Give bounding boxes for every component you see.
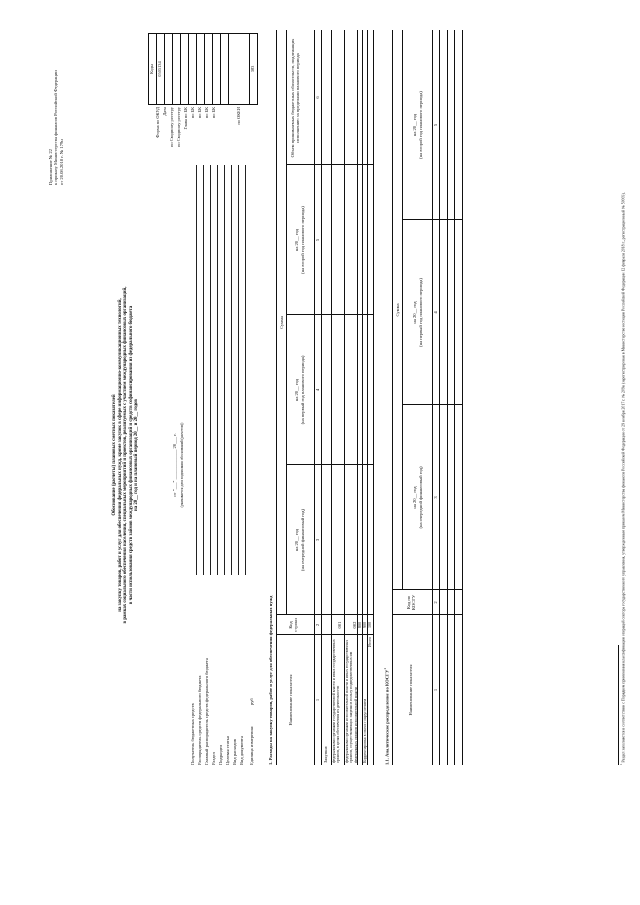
s1-row-3-code: 900 xyxy=(361,622,367,628)
s1-total-code: 100 xyxy=(367,622,372,628)
code-label-1: по Сводному реестру xyxy=(169,107,174,147)
field-label: Вид расходов xyxy=(232,739,237,765)
s1-total-label: Итого xyxy=(367,637,372,648)
s1-head-y2-note: (на первый год планового периода) xyxy=(300,355,305,425)
unit-row xyxy=(249,165,258,765)
s1-head-y4: Объем принимаемых бюджетных обязательств, подлежащих исполнению за пределами планового периода xyxy=(290,38,301,158)
s1-num-6: 6 xyxy=(315,96,320,99)
code-value-0 xyxy=(165,34,173,104)
codes-box xyxy=(148,33,258,105)
form-title xyxy=(112,155,140,755)
section11-table xyxy=(392,30,466,765)
s1-head-y2: на 20__ год xyxy=(294,378,299,402)
s1-head-sum: Сумма xyxy=(279,316,284,330)
s11-head-y2: на 20__ год xyxy=(412,301,417,324)
field-row xyxy=(190,165,197,765)
s11-num-5: 5 xyxy=(433,123,438,127)
code-value-1 xyxy=(173,34,181,104)
s1-head-y3: на 20__ год xyxy=(294,228,299,252)
s1-row-3-name: Корректировка в связи с округлением xyxy=(361,698,367,763)
okei-label: по ОКЕИ xyxy=(236,107,241,125)
unit-value: руб xyxy=(249,698,254,705)
s11-num-1: 1 xyxy=(433,688,438,692)
s11-num-2: 2 xyxy=(433,601,438,604)
field-row xyxy=(225,165,232,765)
footnote-sup: 1 xyxy=(619,763,623,765)
field-row xyxy=(204,165,211,765)
field-row xyxy=(239,165,246,765)
s11-head-y1: на 20__ год xyxy=(412,486,417,509)
title-line-5: на 20__ год и на плановый период 20__ и 20__ годов xyxy=(134,399,140,511)
field-label: Целевая статья xyxy=(225,736,230,765)
field-label: Распорядитель средств федерального бюджета xyxy=(197,675,202,765)
s1-num-2: 2 xyxy=(315,623,320,627)
s11-head-y2-note: (на первый год планового периода) xyxy=(418,278,423,347)
section11-title-sup: 1 xyxy=(383,668,387,670)
field-line xyxy=(232,165,239,575)
field-line xyxy=(204,165,211,575)
code-value-2 xyxy=(181,34,189,104)
code-value-7 xyxy=(221,34,229,104)
appendix-line-2: к приказу Министерства финансов Российской Федерации xyxy=(53,70,59,185)
field-line xyxy=(225,165,232,575)
s1-row-2-name: федеральными органами исполнительной власти и иных государственных органов, осуществляющих закупки в пользу подведомственных им федеральных органов исполнительной власти xyxy=(345,639,358,763)
s1-num-4: 4 xyxy=(315,388,320,392)
s1-num-3: 3 xyxy=(315,538,320,542)
field-label: Раздел xyxy=(211,752,216,765)
s11-head-y3-note: (на второй год планового периода) xyxy=(418,91,423,159)
appendix-line-1: Приложение № 22 xyxy=(48,149,53,185)
field-row xyxy=(232,165,239,765)
codes-labels xyxy=(148,107,218,167)
field-label: Главный распорядитель средств федерального бюджета xyxy=(204,658,209,765)
s1-row-2-code: 002 xyxy=(352,621,357,629)
s1-num-1: 1 xyxy=(315,698,320,702)
field-line xyxy=(211,165,218,575)
code-label-2: по Сводному реестру xyxy=(176,107,181,147)
s11-head-y3: на 20__ год xyxy=(412,113,417,137)
footnote-text: Раздел заполняется в соответствии с Порядком применения классификации операций сектора государственного управления, утвержденным приказом Министерства финансов Российской Федерации от 29 ноября 2017 г. № 209н (зарегистрирован в Министерстве юстиции Российской Федерации 12 февраля 2018 г., регистрационный № 50003). xyxy=(621,192,626,763)
code-label-6: по БК xyxy=(204,107,209,119)
s1-row-extra-code: 800 xyxy=(356,622,362,628)
code-label-3: Глава по БК xyxy=(183,107,188,130)
field-line xyxy=(190,165,197,575)
s11-num-4: 4 xyxy=(433,311,438,314)
field-label: Получатель бюджетных средств xyxy=(190,703,195,765)
section1-table xyxy=(276,30,376,765)
s1-head-y3-note: (на второй год планового периода) xyxy=(300,206,305,274)
code-label-5: по БК xyxy=(197,107,202,119)
header-fields xyxy=(190,165,258,765)
code-value-5 xyxy=(205,34,213,104)
s1-row-1-name: федеральными органами государственной власти и иных государственных органов, в целях обеспечения их деятельности xyxy=(332,639,341,763)
field-row xyxy=(218,165,225,765)
unit-label: Единица измерения: xyxy=(249,725,254,765)
code-value-3 xyxy=(189,34,197,104)
code-value-4 xyxy=(197,34,205,104)
s1-num-5: 5 xyxy=(315,238,320,242)
field-line xyxy=(239,165,246,575)
field-row xyxy=(211,165,218,765)
appendix-note xyxy=(48,10,64,185)
section11-title-text: 1.1. Аналитическое распределение по КОСГУ xyxy=(384,669,390,765)
okud-value: 0505134 xyxy=(157,34,165,104)
section1-title: 1. Расходы на закупку товаров, работ и услуг для обеспечения федеральных нужд xyxy=(268,595,273,765)
okud-label: Форма по ОКУД xyxy=(155,107,160,138)
s1-row-0-name: Закупки: xyxy=(323,745,328,763)
title-line-1: Обоснование (расчеты) плановых сметных показателей xyxy=(112,394,117,516)
section11-title xyxy=(384,365,390,765)
date-line: от "___" _____________ 20___ г. xyxy=(172,433,177,497)
code-label-7: по БК xyxy=(211,107,216,119)
title-line-2: на закупку товаров, работ и услуг для обеспечения федеральных нужд, кроме закупок в сфере информационно-коммуникационных технологий, xyxy=(117,298,123,612)
field-label: Вид документа xyxy=(239,736,244,765)
s11-head-code: Код по КОСГУ xyxy=(406,594,417,611)
s11-head-sum: Сумма xyxy=(395,303,400,317)
s11-head-y1-note: (на очередной финансовый год) xyxy=(418,466,423,529)
appendix-line-3: от 20.08.2018 г. № 179н xyxy=(58,139,64,185)
date-note: (указывается дата подписания обоснований (расчетов)) xyxy=(180,422,184,508)
title-line-4: в части использования средств займов международных финансовых организаций и средств софинансирования из федерального бюджета xyxy=(128,305,134,605)
field-row xyxy=(197,165,204,765)
s1-head-y1: на 20__ год xyxy=(294,528,299,552)
field-line xyxy=(218,165,225,575)
s1-head-code: Код строки xyxy=(288,618,299,632)
code-label-4: по БК xyxy=(190,107,195,119)
codes-header: Коды xyxy=(149,34,157,104)
s11-head-name: Наименование показателя xyxy=(408,664,413,716)
field-label: Подраздел xyxy=(218,744,223,765)
code-value-6 xyxy=(213,34,221,104)
s1-row-1-code: 001 xyxy=(337,621,342,629)
okei-value: 383 xyxy=(250,65,255,73)
footnote xyxy=(620,30,626,765)
s1-head-y1-note: (на очередной финансовый год) xyxy=(300,508,305,572)
code-label-0: Дата xyxy=(162,107,167,116)
field-line xyxy=(197,165,204,575)
title-line-3: в рамках социального обеспечения населения, специальных мероприятий и проектов, реализуемых с участием международных финансовых организаций, xyxy=(123,286,129,624)
s1-head-name: Наименование показателя xyxy=(288,674,293,726)
s11-num-3: 3 xyxy=(433,496,438,499)
